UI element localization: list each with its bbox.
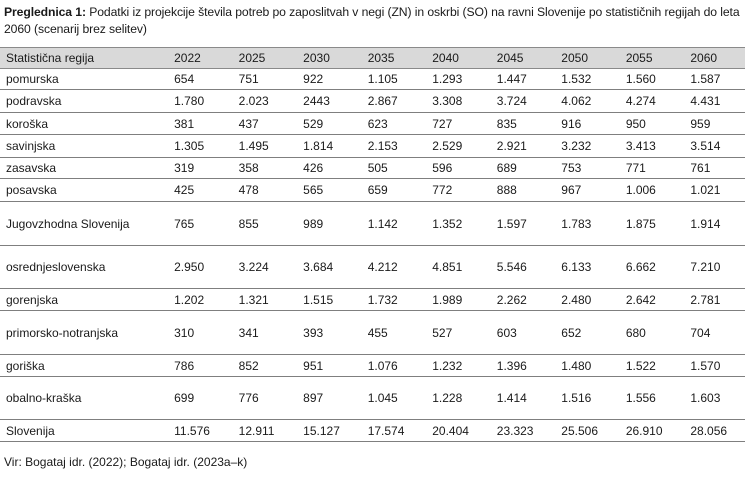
total-value-cell: 17.574 [358,420,423,442]
header-cell-year: 2025 [229,48,294,69]
value-cell: 393 [293,311,358,355]
value-cell: 1.321 [229,289,294,311]
value-cell: 1.780 [164,90,229,113]
value-cell: 772 [422,179,487,202]
value-cell: 2.153 [358,135,423,158]
value-cell: 1.522 [616,355,681,377]
value-cell: 319 [164,158,229,179]
header-cell-year: 2050 [551,48,616,69]
value-cell: 1.021 [680,179,745,202]
value-cell: 565 [293,179,358,202]
table-row [0,158,745,179]
value-cell: 989 [293,202,358,246]
value-cell: 603 [487,311,552,355]
total-label-cell: Slovenija [0,420,164,442]
value-cell: 3.514 [680,135,745,158]
source-note: Vir: Bogataj idr. (2022); Bogataj idr. (2023a–k) [4,455,248,469]
value-cell: 922 [293,69,358,90]
value-cell: 680 [616,311,681,355]
value-cell: 1.076 [358,355,423,377]
total-value-cell: 15.127 [293,420,358,442]
region-cell: pomurska [0,69,164,90]
value-cell: 4.851 [422,246,487,289]
value-cell: 4.212 [358,246,423,289]
value-cell: 529 [293,113,358,135]
header-cell-year: 2035 [358,48,423,69]
value-cell: 761 [680,158,745,179]
total-value-cell: 25.506 [551,420,616,442]
value-cell: 623 [358,113,423,135]
value-cell: 1.495 [229,135,294,158]
value-cell: 4.062 [551,90,616,113]
value-cell: 1.875 [616,202,681,246]
value-cell: 2443 [293,90,358,113]
value-cell: 6.133 [551,246,616,289]
value-cell: 2.262 [487,289,552,311]
value-cell: 1.532 [551,69,616,90]
table-row [0,377,745,420]
region-cell: koroška [0,113,164,135]
header-cell-year: 2030 [293,48,358,69]
value-cell: 2.642 [616,289,681,311]
value-cell: 2.781 [680,289,745,311]
value-cell: 3.224 [229,246,294,289]
value-cell: 1.732 [358,289,423,311]
header-cell-year: 2040 [422,48,487,69]
table-row [0,113,745,135]
table-row [0,179,745,202]
value-cell: 1.480 [551,355,616,377]
value-cell: 1.142 [358,202,423,246]
value-cell: 1.396 [487,355,552,377]
value-cell: 1.570 [680,355,745,377]
value-cell: 2.867 [358,90,423,113]
region-cell: savinjska [0,135,164,158]
value-cell: 1.305 [164,135,229,158]
value-cell: 1.587 [680,69,745,90]
value-cell: 727 [422,113,487,135]
header-cell-year: 2060 [680,48,745,69]
total-value-cell: 20.404 [422,420,487,442]
table-row [0,135,745,158]
region-cell: zasavska [0,158,164,179]
region-cell: goriška [0,355,164,377]
value-cell: 455 [358,311,423,355]
value-cell: 1.202 [164,289,229,311]
total-value-cell: 12.911 [229,420,294,442]
value-cell: 689 [487,158,552,179]
data-table [0,47,745,442]
table-row [0,289,745,311]
value-cell: 4.431 [680,90,745,113]
value-cell: 1.556 [616,377,681,420]
value-cell: 654 [164,69,229,90]
value-cell: 1.228 [422,377,487,420]
caption-label: Preglednica 1: [4,5,86,19]
value-cell: 652 [551,311,616,355]
region-cell: gorenjska [0,289,164,311]
value-cell: 888 [487,179,552,202]
value-cell: 765 [164,202,229,246]
value-cell: 771 [616,158,681,179]
value-cell: 950 [616,113,681,135]
value-cell: 381 [164,113,229,135]
total-value-cell: 26.910 [616,420,681,442]
value-cell: 1.352 [422,202,487,246]
value-cell: 5.546 [487,246,552,289]
value-cell: 478 [229,179,294,202]
table-header-row [0,48,745,69]
total-value-cell: 28.056 [680,420,745,442]
value-cell: 659 [358,179,423,202]
value-cell: 1.447 [487,69,552,90]
table-body [0,69,745,442]
total-value-cell: 23.323 [487,420,552,442]
table-total-row [0,420,745,442]
value-cell: 341 [229,311,294,355]
value-cell: 1.989 [422,289,487,311]
value-cell: 4.274 [616,90,681,113]
value-cell: 916 [551,113,616,135]
value-cell: 855 [229,202,294,246]
region-cell: primorsko-notranjska [0,311,164,355]
value-cell: 786 [164,355,229,377]
region-cell: podravska [0,90,164,113]
value-cell: 951 [293,355,358,377]
value-cell: 959 [680,113,745,135]
total-value-cell: 11.576 [164,420,229,442]
table-row [0,90,745,113]
value-cell: 3.232 [551,135,616,158]
value-cell: 2.023 [229,90,294,113]
value-cell: 1.414 [487,377,552,420]
header-cell-year: 2055 [616,48,681,69]
value-cell: 835 [487,113,552,135]
value-cell: 6.662 [616,246,681,289]
value-cell: 1.783 [551,202,616,246]
header-cell-year: 2045 [487,48,552,69]
value-cell: 751 [229,69,294,90]
value-cell: 1.006 [616,179,681,202]
value-cell: 897 [293,377,358,420]
table-caption [4,4,742,38]
value-cell: 1.814 [293,135,358,158]
value-cell: 358 [229,158,294,179]
value-cell: 753 [551,158,616,179]
value-cell: 527 [422,311,487,355]
table-row [0,69,745,90]
value-cell: 2.921 [487,135,552,158]
value-cell: 425 [164,179,229,202]
value-cell: 2.950 [164,246,229,289]
value-cell: 1.105 [358,69,423,90]
table-row [0,311,745,355]
value-cell: 1.293 [422,69,487,90]
value-cell: 1.515 [293,289,358,311]
table-row [0,202,745,246]
value-cell: 776 [229,377,294,420]
region-cell: Jugovzhodna Slovenija [0,202,164,246]
value-cell: 699 [164,377,229,420]
region-cell: posavska [0,179,164,202]
value-cell: 1.914 [680,202,745,246]
value-cell: 852 [229,355,294,377]
value-cell: 1.516 [551,377,616,420]
region-cell: osrednjeslovenska [0,246,164,289]
value-cell: 1.597 [487,202,552,246]
table-row [0,355,745,377]
value-cell: 426 [293,158,358,179]
value-cell: 3.308 [422,90,487,113]
value-cell: 505 [358,158,423,179]
caption-text: Podatki iz projekcije števila potreb po zaposlitvah v negi (ZN) in oskrbi (SO) na ravni Slovenije po statističnih regijah do leta 2060 (scenarij brez selitev) [4,5,740,36]
value-cell: 3.724 [487,90,552,113]
value-cell: 1.045 [358,377,423,420]
value-cell: 2.529 [422,135,487,158]
value-cell: 310 [164,311,229,355]
header-cell-year: 2022 [164,48,229,69]
value-cell: 2.480 [551,289,616,311]
value-cell: 1.232 [422,355,487,377]
value-cell: 1.560 [616,69,681,90]
value-cell: 7.210 [680,246,745,289]
value-cell: 1.603 [680,377,745,420]
value-cell: 3.413 [616,135,681,158]
value-cell: 596 [422,158,487,179]
region-cell: obalno-kraška [0,377,164,420]
header-cell-region: Statistična regija [0,48,164,69]
value-cell: 437 [229,113,294,135]
value-cell: 967 [551,179,616,202]
value-cell: 3.684 [293,246,358,289]
value-cell: 704 [680,311,745,355]
table-row [0,246,745,289]
